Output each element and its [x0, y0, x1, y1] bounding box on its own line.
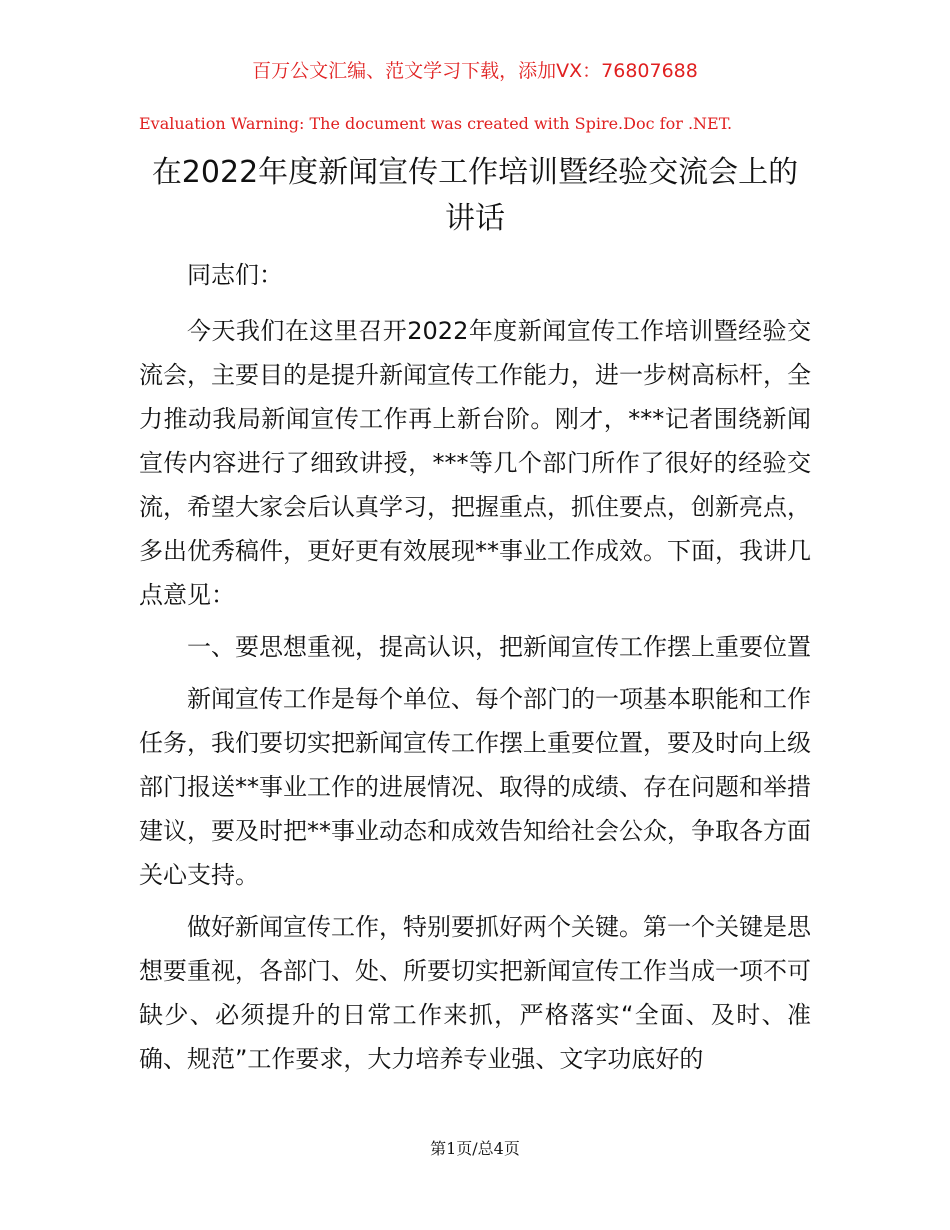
page-footer: 第1页/总4页	[430, 1139, 520, 1158]
salutation: 同志们：	[187, 261, 283, 289]
evaluation-warning: Evaluation Warning: The document was created with Spire.Doc for .NET.	[139, 114, 733, 133]
paragraph-section-1: 新闻宣传工作是每个单位、每个部门的一项基本职能和工作任务，我们要切实把新闻宣传工作摆上重要位置，要及时向上级部门报送**事业工作的进展情况、取得的成绩、存在问题和举措建议，要及时把**事业动态和成效告知给社会公众，争取各方面关心支持。	[139, 685, 811, 889]
document-body	[139, 253, 811, 1089]
header-banner: 百万公文汇编、范文学习下载，添加VX：76807688	[252, 60, 698, 82]
paragraph-key-points: 做好新闻宣传工作，特别要抓好两个关键。第一个关键是思想要重视，各部门、处、所要切实把新闻宣传工作当成一项不可缺少、必须提升的日常工作来抓，严格落实“全面、及时、准确、规范”工作要求，大力培养专业强、文字功底好的	[139, 913, 811, 1073]
paragraph-intro: 今天我们在这里召开2022年度新闻宣传工作培训暨经验交流会，主要目的是提升新闻宣传工作能力，进一步树高标杆，全力推动我局新闻宣传工作再上新台阶。刚才，***记者围绕新闻宣传内容进行了细致讲授，***等几个部门所作了很好的经验交流，希望大家会后认真学习，把握重点，抓住要点，创新亮点，多出优秀稿件，更好更有效展现**事业工作成效。下面，我讲几点意见：	[139, 317, 811, 609]
section-heading-1: 一、要思想重视，提高认识，把新闻宣传工作摆上重要位置	[187, 633, 811, 661]
document-title: 在2022年度新闻宣传工作培训暨经验交流会上的讲话	[151, 155, 799, 236]
